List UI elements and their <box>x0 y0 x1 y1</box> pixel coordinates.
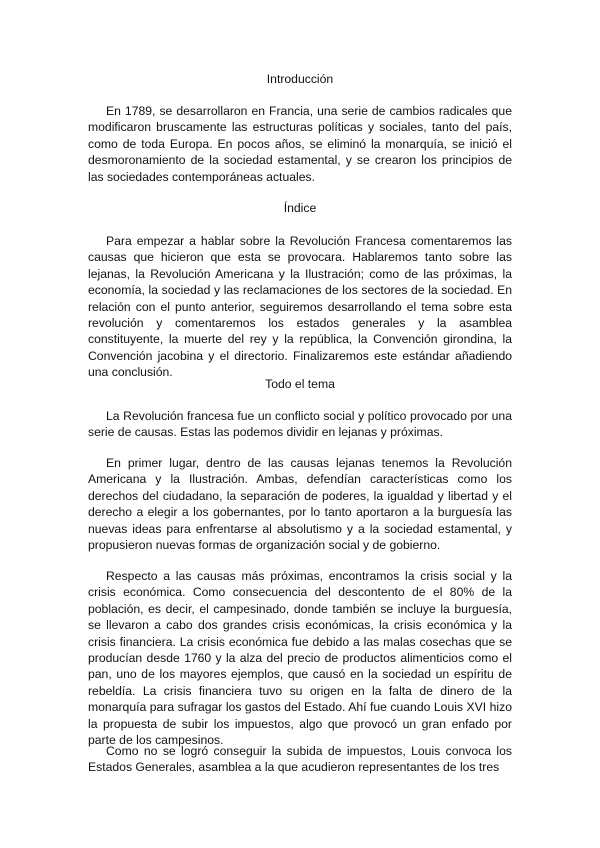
index-paragraph <box>88 233 512 381</box>
topic-paragraph-text: La Revolución francesa fue un conflicto social y político provocado por una serie de causas. Estas las podemos dividir en lejanas y próximas. <box>88 409 512 440</box>
index-paragraph-text: Para empezar a hablar sobre la Revolución Francesa comentaremos las causas que hicieron que esta se provocara. Hablaremos tanto sobre las lejanas, la Revolución Americana y la Ilustración; como de las próximas, la economía, la sociedad y las reclamaciones de los sectores de la sociedad. En relación con el punto anterior, seguiremos desarrollando el tema sobre esta revolución y comentaremos los estados generales y la asamblea constituyente, la muerte del rey y la república, la Convención girondina, la Convención jacobina y el directorio. Finalizaremos este estándar añadiendo una conclusión. <box>88 234 512 380</box>
intro-paragraph <box>88 103 512 185</box>
intro-paragraph-text: En 1789, se desarrollaron en Francia, una serie de cambios radicales que modificaron bruscamente las estructuras políticas y sociales, tanto del país, como de toda Europa. En pocos años, se eliminó la monarquía, se inició el desmoronamiento de la sociedad estamental, y se crearon los principios de las sociedades contemporáneas actuales. <box>88 104 512 184</box>
topic-paragraph-3 <box>88 568 512 748</box>
topic-paragraph-text: En primer lugar, dentro de las causas lejanas tenemos la Revolución Americana y la Ilustración. Ambas, defendían características como los derechos del ciudadano, la separación de poderes, la igualdad y libertad y el derecho a elegir a los gobernantes, por lo tanto aportaron a la burguesía las nuevas ideas para enfrentarse al absolutismo y a la sociedad estamental, y propusieron nuevas formas de organización social y de gobierno. <box>88 456 512 553</box>
topic-paragraph-text: Respecto a las causas más próximas, encontramos la crisis social y la crisis económica. Como consecuencia del descontento de el 80% de la población, es decir, el campesinado, donde también se incluye la burguesía, se llevaron a cabo dos grandes crisis económicas, la crisis económica y la crisis financiera. La crisis económica fue debido a las malas cosechas que se producían desde 1760 y la alza del precio de productos alimenticios como el pan, uno de los mayores ejemplos, que causó en la sociedad un espíritu de rebeldía. La crisis financiera tuvo su origen en la falta de dinero de la monarquía para sufragar los gastos del Estado. Ahí fue cuando Louis XVI hizo la propuesta de subir los impuestos, algo que provocó un gran enfado por parte de los campesinos. <box>88 569 512 748</box>
intro-heading: Introducción <box>266 72 334 86</box>
topic-paragraph-text: Como no se logró conseguir la subida de impuestos, Louis convoca los Estados Generales, asamblea a la que acudieron representantes de los tres <box>88 744 512 775</box>
topic-paragraph-2 <box>88 455 512 553</box>
index-heading: Índice <box>283 201 317 215</box>
topic-paragraph-4 <box>88 743 512 776</box>
topic-heading: Todo el tema <box>265 377 335 391</box>
topic-paragraph-1 <box>88 408 512 441</box>
